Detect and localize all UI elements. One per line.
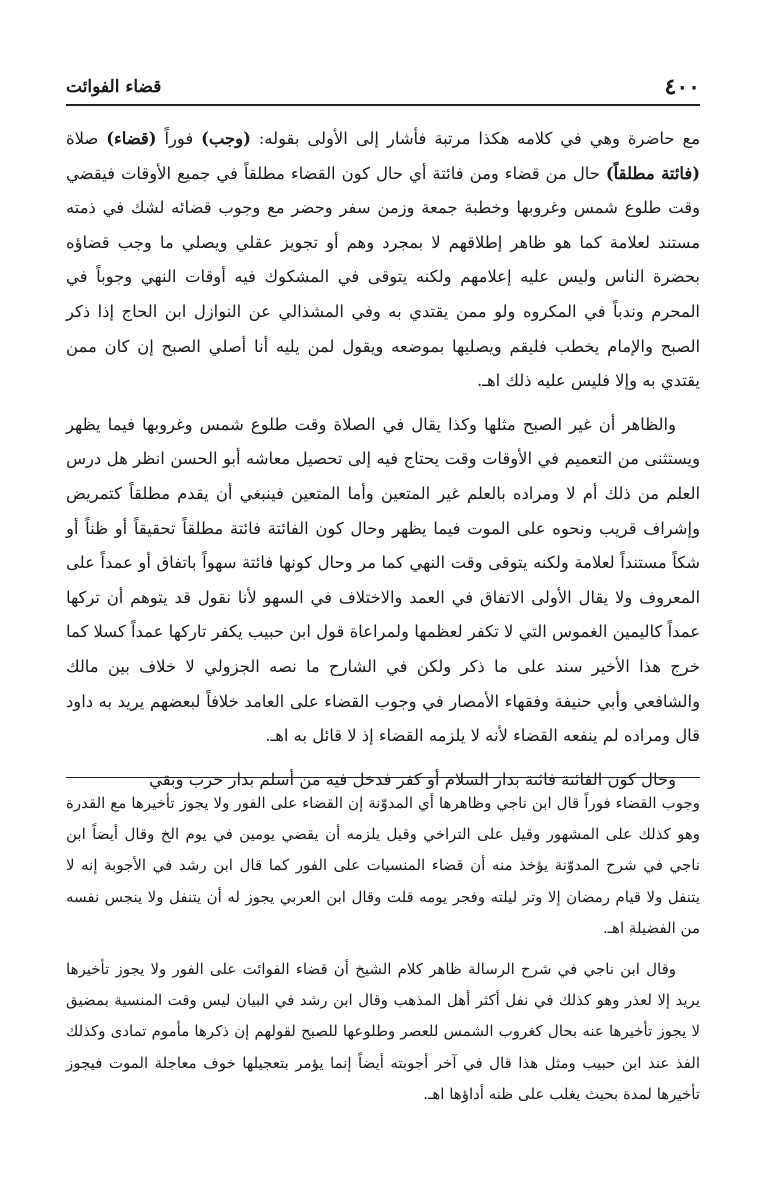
matn-faita-mutlaqan: (فائتة مطلقاً)	[605, 163, 700, 183]
footnotes	[66, 788, 700, 1110]
page-header	[66, 70, 700, 106]
matn-qada: (قضاء)	[106, 129, 157, 148]
paragraph-2: والظاهر أن غير الصبح مثلها وكذا يقال في الصلاة وقت طلوع شمس وغروبها فيما يظهر ويستثنى من التعميم في الأوقات وقت يحتاج فيه إلى تحصيل معاشه أبو الحسن انظر هل درس العلم من ذلك أم لا ومراده بالعلم غير المتعين وأما المتعين فينبغي أن يقدم مطلقاً كتمريض وإشراف قريب ونحوه على الموت فيما يظهر وحال كون الفائتة فائتة مطلقاً تحقيقاً أو ظناً أو شكاً مستنداً لعلامة ولكنه يتوقى وقت النهي كما مر وحال كونها فائتة سهواً باتفاق أو عمداً على المعروف ولا يقال الأولى الاتفاق في العمد والاختلاف في السهو لأنا نقول قد يتوهم أن تركها عمداً كاليمين الغموس التي لا تكفر لعظمها ولمراعاة قول ابن حبيب يكفر تاركها عمداً كسلا كما خرج هذا الأخير سند على ما ذكر ولكن في الشارح ما نصه الجزولي لا خلاف بين مالك والشافعي وأبي حنيفة وفقهاء الأمصار في وجوب القضاء على العامد خلافاً لبعضهم يريد به داود قال ومراده لم ينفعه القضاء لأنه لا يلزمه القضاء إذ لا قائل به اهـ.	[66, 414, 700, 746]
footnote-separator	[66, 777, 700, 778]
paragraph-1-text-a: مع حاضرة وهي في كلامه هكذا مرتبة فأشار إلى الأولى بقوله:	[250, 129, 700, 148]
page-number: ٤٠٠	[664, 74, 700, 100]
paragraph-1-text-c: صلاة	[66, 129, 107, 148]
matn-wajab: (وجب)	[201, 129, 251, 148]
paragraph-1-text-d: حال من قضاء ومن فائتة أي حال كون القضاء مطلقاً في جميع الأوقات فيقضي وقت طلوع شمس وغروبها وخطبة جمعة وزمن سفر وحضر مع وجوب قضائه لشك في ذمته مستند لعلامة كما هو ظاهر إطلاقهم لا بمجرد وهم أو تجويز عقلي ويصلي ما وجب قضاؤه بحضرة الناس وليس عليه إعلامهم ولكنه يتوقى في المشكوك فيه أوقات النهي وجوباً في المحرم وندباً في المكروه ولو ممن يقتدي به وفي المشذالي عن النوازل ابن الحاج إذا ذكر الصبح والإمام يخطب فليقم ويصليها بموضعه ويقول لمن يليه أنا أصلي الصبح إن كان ممن يقتدي به وإلا فليس عليه ذلك اهـ.	[66, 163, 700, 391]
footnote-1: وجوب القضاء فوراً قال ابن ناجي وظاهرها أي المدوّنة إن القضاء على الفور ولا يجوز تأخيرها مع القدرة وهو كذلك على المشهور وقيل على التراخي وقيل يلزمه أن يقضي يومين في يوم الخ وقال أيضاً ابن ناجي في شرح المدوّنة يؤخذ منه أن قضاء المنسيات على الفور كما قال ابن رشد في الأجوبة إنه لا يتنفل ولا قيام رمضان إلا وتر ليلته وفجر يومه قلت وقال ابن العربي يجوز له أن يتنفل ولا ينجس نفسه من الفضيلة اهـ.	[66, 794, 700, 937]
paragraph-3: وحال كون الفائتة فائتة بدار السلام أو كفر فدخل فيه من أسلم بدار حرب وبقي	[149, 769, 676, 789]
main-text	[66, 122, 700, 797]
footnote-2: وقال ابن ناجي في شرح الرسالة ظاهر كلام الشيخ أن قضاء الفوائت على الفور ولا يجوز تأخيرها يريد إلا لعذر وهو كذلك في نفل أكثر أهل المذهب وقال ابن رشد في البيان ليس وقت المنسية بمضيق لا يجوز تأخيرها عنه بحال كغروب الشمس للعصر وطلوعها للصبح لقولهم إن ذكرها مأموم تمادى وكذلك الفذ عند ابن حبيب ومثل هذا قال في آخر أجوبته أيضاً إنما يؤمر بتعجيلها خوف معاجلة الموت فيجوز تأخيرها لمدة بحيث يغلب على ظنه أداؤها اهـ.	[66, 960, 700, 1103]
paragraph-1-text-b: فوراً	[156, 129, 202, 148]
running-title: قضاء الفوائت	[66, 77, 162, 97]
paragraph-1	[66, 122, 700, 399]
